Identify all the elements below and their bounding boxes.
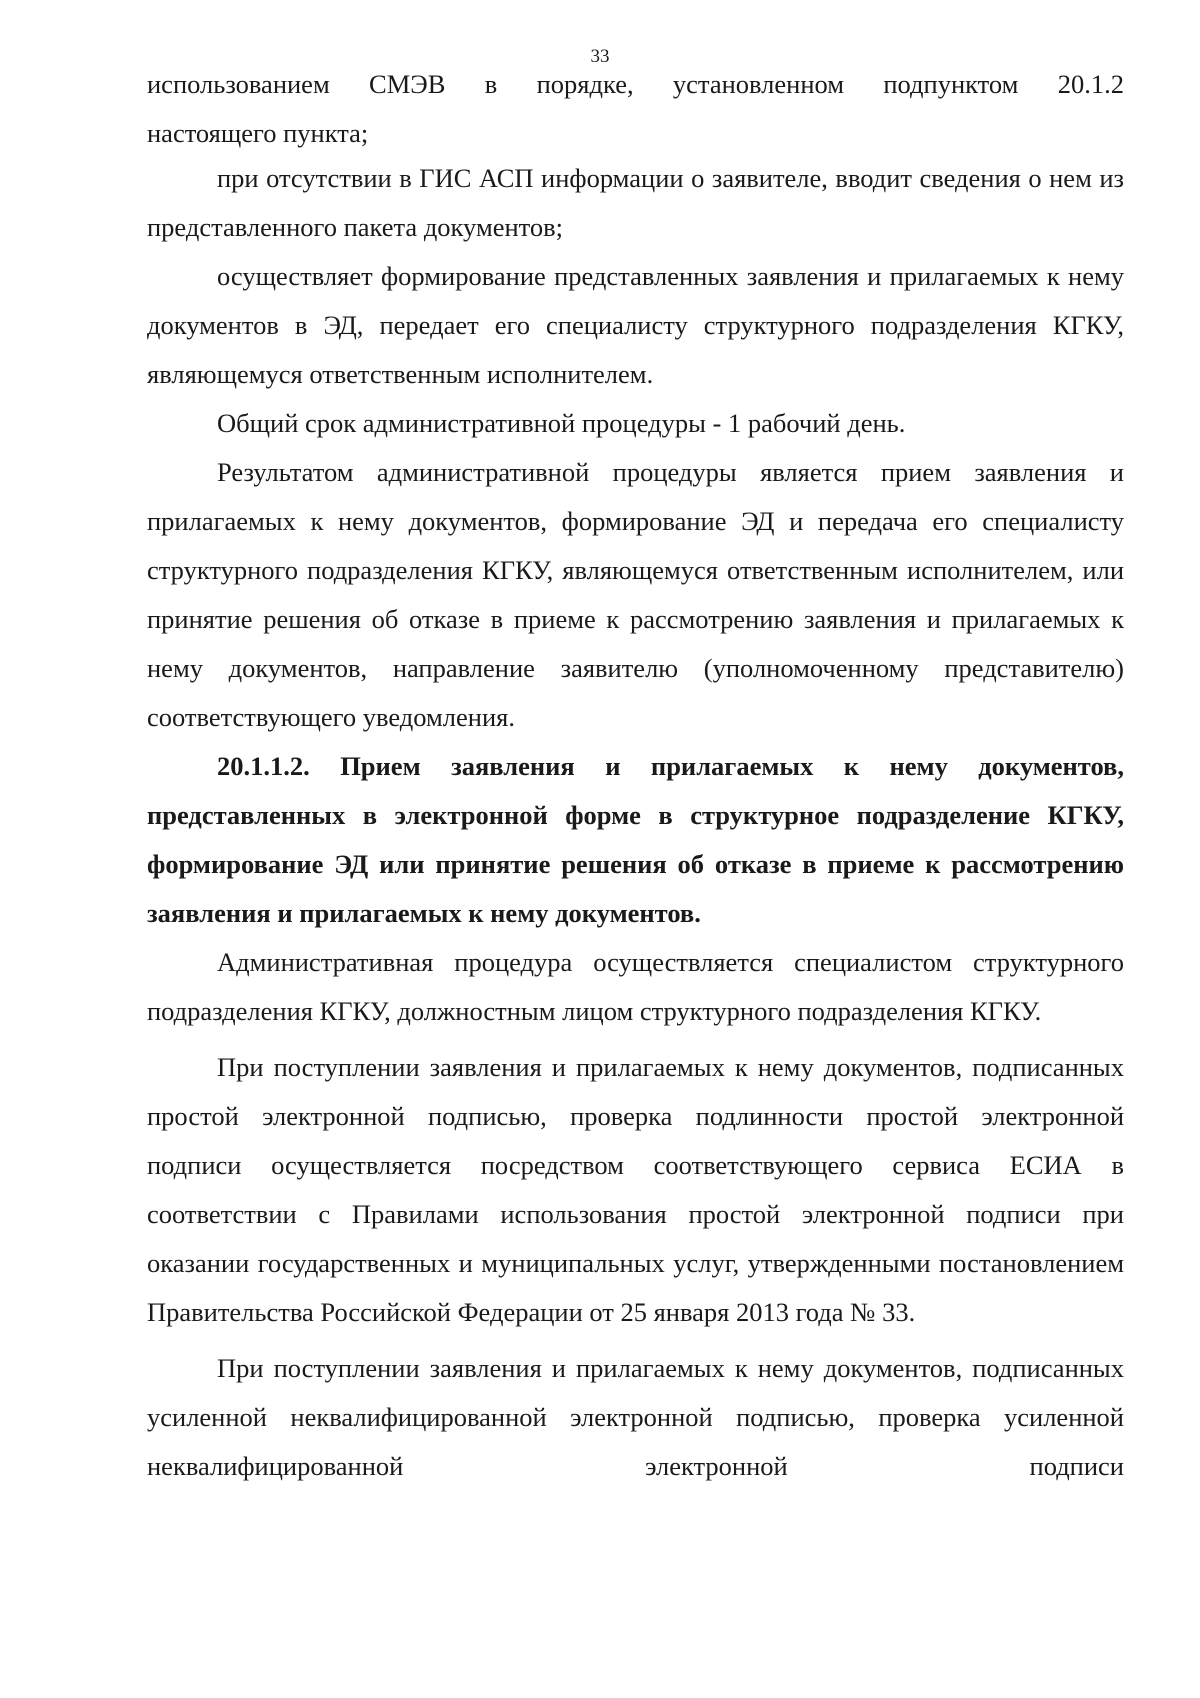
paragraph-continuation-end: настоящего пункта;	[147, 118, 369, 148]
paragraph-procedure-term: Общий срок административной процедуры - 1 рабочий день.	[217, 408, 906, 438]
paragraph-formation-ed: осуществляет формирование представленных заявления и прилагаемых к нему документов в ЭД, передает его специалисту структурного подразделения КГКУ, являющемуся ответственным исполнителем.	[147, 261, 1124, 389]
paragraph-continuation-line: использованием СМЭВ в порядке, установленном подпунктом 20.1.2	[147, 69, 1124, 99]
paragraph-enhanced-signature: При поступлении заявления и прилагаемых к нему документов, подписанных усиленной неквалифицированной электронной подписью, проверка усиленной неквалифицированной электронной подписи	[147, 1353, 1124, 1481]
paragraph-procedure-result: Результатом административной процедуры является прием заявления и прилагаемых к нему документов, формирование ЭД и передача его специалисту структурного подразделения КГКУ, являющемуся ответственным исполнителем, или принятие решения об отказе в приеме к рассмотрению заявления и прилагаемых к нему документов, направление заявителю (уполномоченному представителю) соответствующего уведомления.	[147, 457, 1124, 732]
page-number: 33	[590, 46, 610, 67]
paragraph-missing-info: при отсутствии в ГИС АСП информации о заявителе, вводит сведения о нем из представленного пакета документов;	[147, 163, 1124, 242]
document-body	[147, 67, 1124, 1491]
paragraph-procedure-executor: Административная процедура осуществляется специалистом структурного подразделения КГКУ, должностным лицом структурного подразделения КГКУ.	[147, 947, 1124, 1026]
section-heading-20-1-1-2: 20.1.1.2. Прием заявления и прилагаемых к нему документов, представленных в электронной форме в структурное подразделение КГКУ, формирование ЭД или принятие решения об отказе в приеме к рассмотрению заявления и прилагаемых к нему документов.	[147, 751, 1124, 928]
paragraph-simple-signature: При поступлении заявления и прилагаемых к нему документов, подписанных простой электронной подписью, проверка подлинности простой электронной подписи осуществляется посредством соответствующего сервиса ЕСИА в соответствии с Правилами использования простой электронной подписи при оказании государственных и муниципальных услуг, утвержденными постановлением Правительства Российской Федерации от 25 января 2013 года № 33.	[147, 1052, 1124, 1327]
